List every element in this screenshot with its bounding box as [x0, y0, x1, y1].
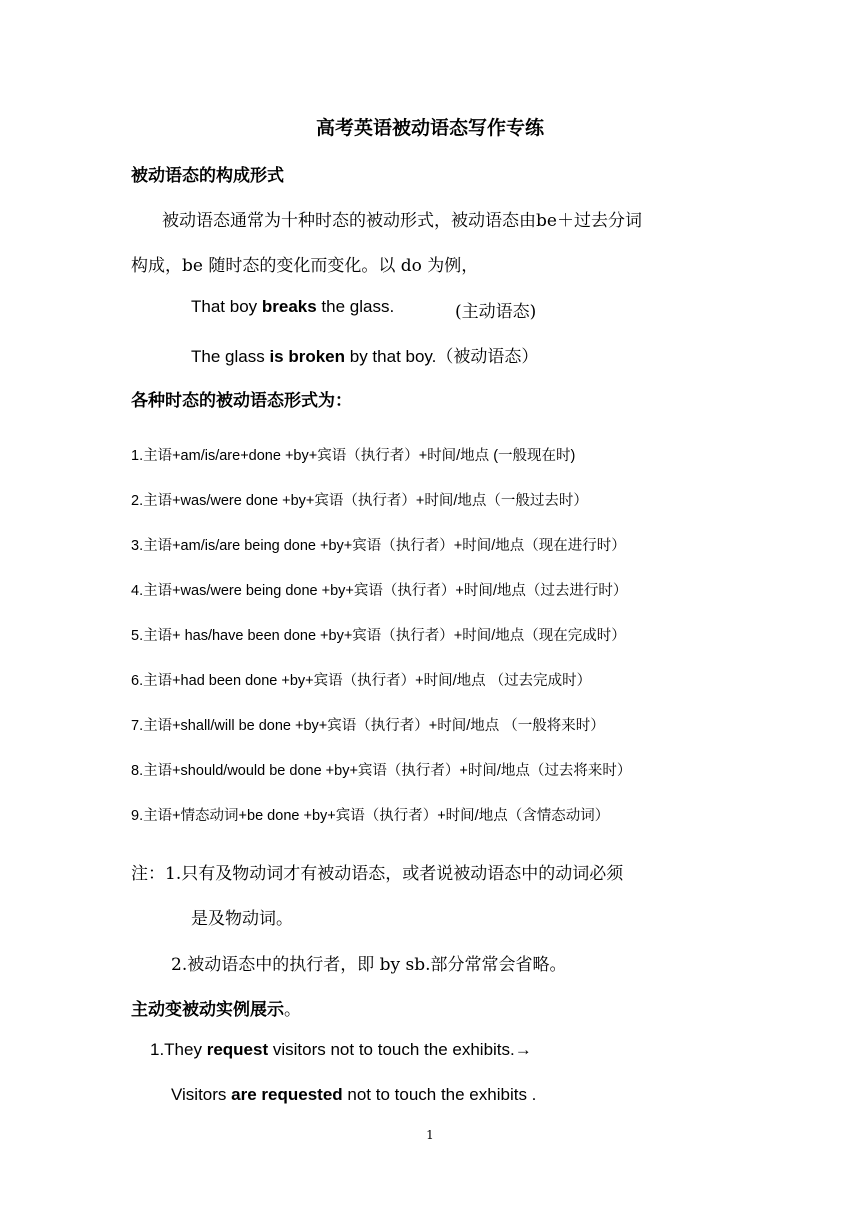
example-1-active: 1.They request visitors not to touch the exhibits.→ — [150, 1040, 532, 1059]
section-heading-formation: 被动语态的构成形式 — [131, 166, 284, 186]
tense-form-item: 8.主语+should/would be done +by+宾语（执行者）+时间/地点（过去将来时） — [131, 763, 632, 779]
note-1-line-2: 是及物动词。 — [191, 909, 293, 929]
tense-form-item: 3.主语+am/is/are being done +by+宾语（执行者）+时间/地点（现在进行时） — [131, 538, 626, 554]
tense-form-item: 6.主语+had been done +by+宾语（执行者）+时间/地点 （过去完成时） — [131, 673, 592, 689]
example-active-sentence: That boy breaks the glass. — [191, 297, 395, 316]
document-title: 高考英语被动语态写作专练 — [315, 117, 544, 139]
tense-form-item: 1.主语+am/is/are+done +by+宾语（执行者）+时间/地点 (一般现在时) — [131, 448, 576, 464]
example-1-passive: Visitors are requested not to touch the exhibits . — [171, 1085, 537, 1104]
tense-form-item: 7.主语+shall/will be done +by+宾语（执行者）+时间/地点 （一般将来时） — [131, 718, 605, 734]
section-heading-examples: 主动变被动实例展示。 — [131, 1000, 301, 1020]
section-heading-tense-forms: 各种时态的被动语态形式为： — [131, 391, 352, 411]
example-passive-sentence: The glass is broken by that boy.（被动语态） — [191, 347, 539, 367]
tense-form-item: 9.主语+情态动词+be done +by+宾语（执行者）+时间/地点（含情态动词） — [131, 808, 610, 824]
note-2: 2.被动语态中的执行者，即 by sb.部分常常会省略。 — [171, 955, 567, 975]
intro-paragraph-line-2: 构成，be 随时态的变化而变化。以 do 为例， — [131, 256, 479, 276]
note-1-line-1: 注：1.只有及物动词才有被动语态，或者说被动语态中的动词必须 — [131, 864, 624, 884]
intro-paragraph-line-1: 被动语态通常为十种时态的被动形式，被动语态由be＋过去分词 — [162, 211, 642, 231]
tense-form-item: 4.主语+was/were being done +by+宾语（执行者）+时间/地点（过去进行时） — [131, 583, 628, 599]
example-active-note: (主动语态) — [455, 302, 537, 322]
page-number: 1 — [426, 1128, 434, 1142]
tense-form-item: 5.主语+ has/have been done +by+宾语（执行者）+时间/地点（现在完成时） — [131, 628, 626, 644]
tense-form-item: 2.主语+was/were done +by+宾语（执行者）+时间/地点（一般过去时） — [131, 493, 588, 509]
